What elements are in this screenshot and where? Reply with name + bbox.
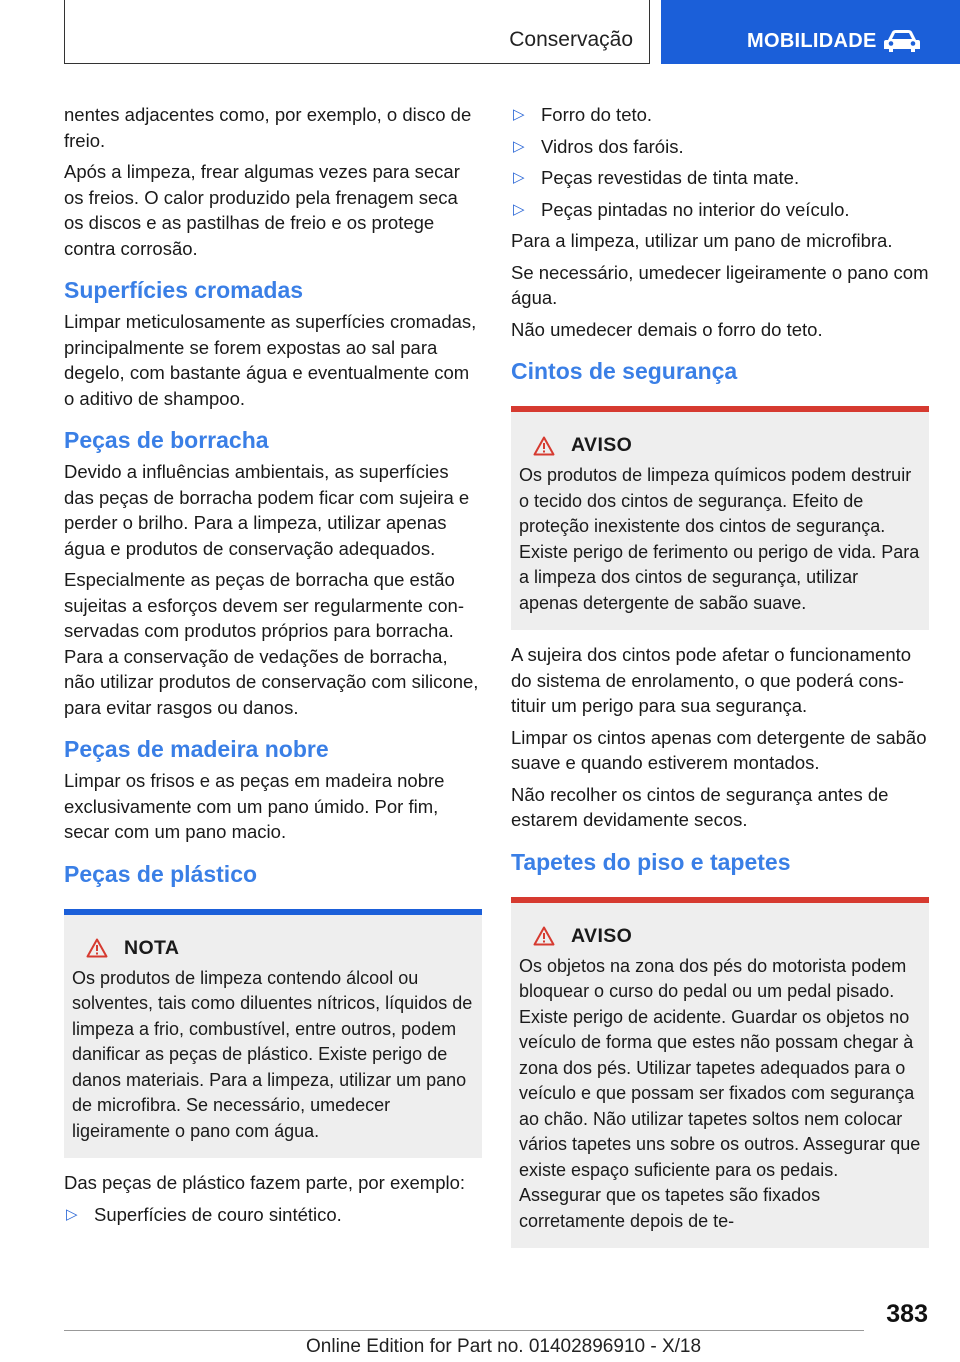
warning-title: AVISO xyxy=(571,924,633,947)
warning-title: AVISO xyxy=(571,434,633,456)
heading-floor-mats: Tapetes do piso e tapetes xyxy=(511,848,791,875)
chapter-title: MOBILIDADE xyxy=(747,30,877,52)
list-item: ▷ Superfícies de couro sintético. xyxy=(64,1202,482,1228)
chapter-tab xyxy=(661,0,960,64)
triangle-bullet-icon: ▷ xyxy=(513,169,525,186)
paragraph: Das peças de plástico fazem parte, por exemplo: xyxy=(64,1172,466,1193)
paragraph: Para a limpeza, utilizar um pano de microfibra. xyxy=(511,230,893,251)
right-column xyxy=(511,102,929,1248)
page-header xyxy=(0,0,960,66)
notice-title: NOTA xyxy=(124,936,180,959)
section-tab xyxy=(64,0,650,64)
warning-box xyxy=(511,903,929,1249)
paragraph: Limpar os frisos e as peças em madeira nobre exclusivamente com um pano úmido. Por fim, secar com um pano macio. xyxy=(64,770,445,842)
warning-triangle-icon xyxy=(533,926,555,946)
notice-box xyxy=(64,915,482,1159)
heading-seat-belts: Cintos de segurança xyxy=(511,358,738,384)
left-column xyxy=(64,102,482,1233)
warning-triangle-icon xyxy=(86,938,108,958)
warning-text: Os produtos de limpeza químicos podem destruir o tecido dos cintos de segurança. Efeito de proteção inexistente dos cintos de segurança. Existe perigo de ferimento ou perigo de vida. Para a limpeza dos cintos de segurança, utilizar apenas detergente de sabão suave. xyxy=(519,465,920,613)
list-item: ▷ Peças revestidas de tinta mate. xyxy=(511,165,929,191)
warning-text: Os objetos na zona dos pés do motorista podem bloquear o curso do pedal ou um pedal pisado. Existe perigo de acidente. Guardar os objetos no veículo de forma que estes não possam chegar à zona dos pés. Utilizar tapetes adequados para o veículo e que possam ser fixados com segurança ao chão. Não utilizar tapetes soltos nem colocar vários tapetes uns sobre os outros. Assegurar que existe espaço suficiente para os pedais. Assegurar que os tapetes são fixados corretamente depois de te- xyxy=(519,955,921,1231)
paragraph: Limpar meticulosamente as superfícies cromadas, principalmente se forem expostas ao sal para degelo, com bastante água e eventualmente com o aditivo de shampoo. xyxy=(64,311,477,409)
section-title: Conservação xyxy=(509,28,633,51)
bullet-list xyxy=(64,1202,482,1228)
paragraph: Após a limpeza, frear algumas vezes para secar os freios. O calor produzido pela frenagem seca os discos e as pastilhas de freio e os protege contra corrosão. xyxy=(64,161,460,259)
list-item: ▷ Peças pintadas no interior do veículo. xyxy=(511,197,929,223)
paragraph: Não recolher os cintos de segurança antes de estarem devidamente secos. xyxy=(511,783,889,830)
heading-chrome-surfaces: Superfícies cromadas xyxy=(64,277,304,303)
car-icon xyxy=(883,28,921,54)
triangle-bullet-icon: ▷ xyxy=(513,106,525,123)
paragraph: Especialmente as peças de borracha que estão sujeitas a esforços devem ser regularmente conservadas com produtos próprios para borracha. Para a conservação de vedações de borracha, não utilizar produtos de conservação com silicone, para evitar rasgos ou danos. xyxy=(64,569,479,718)
list-item: ▷ Vidros dos faróis. xyxy=(511,134,929,160)
notice-text: Os produtos de limpeza contendo álcool ou solventes, tais como diluentes nítricos, líquidos de limpeza a frio, combustível, entre outros, podem danificar as peças de plástico. Existe perigo de danos materiais. Para a limpeza, utilizar um pano de microfibra. Se necessário, umedecer ligeiramente o pano com água. xyxy=(72,967,473,1141)
page-number: 383 xyxy=(886,1300,928,1328)
heading-plastic-parts: Peças de plástico xyxy=(64,860,258,887)
triangle-bullet-icon: ▷ xyxy=(66,1205,78,1223)
paragraph: Se necessário, umedecer ligeiramente o pano com água. xyxy=(511,261,929,308)
list-item: ▷ Forro do teto. xyxy=(511,102,929,128)
paragraph: A sujeira dos cintos pode afetar o funcionamento do sistema de enrolamento, o que poderá constituir um perigo para sua segurança. xyxy=(511,644,912,716)
edition-note: Online Edition for Part no. 01402896910 - X/18 xyxy=(306,1336,702,1357)
bullet-list xyxy=(511,102,929,222)
heading-rubber-parts: Peças de borracha xyxy=(64,427,269,453)
warning-triangle-icon xyxy=(533,436,555,456)
footer-divider xyxy=(64,1330,864,1331)
paragraph: Limpar os cintos apenas com detergente de sabão suave e quando estiverem montados. xyxy=(511,726,927,773)
triangle-bullet-icon: ▷ xyxy=(513,200,525,218)
warning-box xyxy=(511,412,929,630)
heading-wood-parts: Peças de madeira nobre xyxy=(64,736,329,762)
paragraph: Não umedecer demais o forro do teto. xyxy=(511,318,823,340)
paragraph: nentes adjacentes como, por exemplo, o disco de freio. xyxy=(64,104,472,151)
paragraph: Devido a influências ambientais, as superfícies das peças de borracha podem ficar com sujeira e perder o brilho. Para a limpeza, utilizar apenas água e produtos de conservação adequados. xyxy=(64,461,470,559)
triangle-bullet-icon: ▷ xyxy=(513,137,525,155)
